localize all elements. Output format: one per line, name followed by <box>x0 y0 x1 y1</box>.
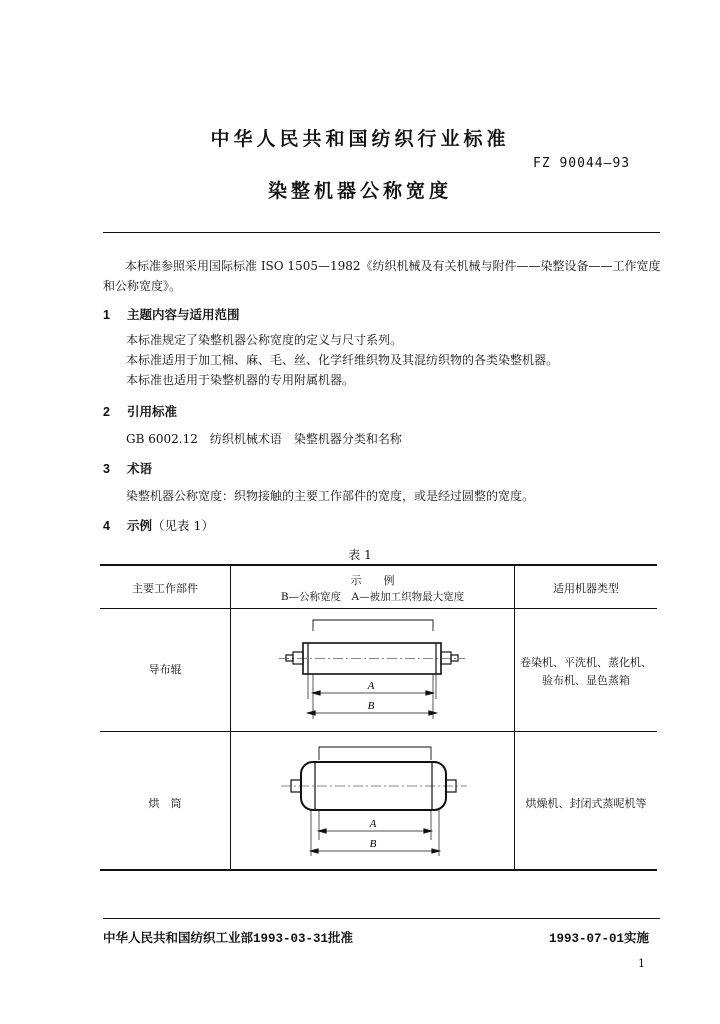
implementation-label: 实施 <box>624 930 650 945</box>
section-number: 4 <box>103 519 110 533</box>
section-title: 引用标准 <box>127 404 178 419</box>
issuer: 中华人民共和国纺织工业部 <box>103 930 254 945</box>
intro-paragraph: 本标准参照采用国际标准 ISO 1505—1982《纺织机械及有关机械与附件——染整设备——工作宽度和公称宽度》。 <box>103 259 661 293</box>
row-1-part: 导布辊 <box>148 663 182 676</box>
section-2-para-1: GB 6002.12 纺织机械术语 染整机器分类和名称 <box>126 432 402 446</box>
table-top-rule <box>100 564 657 566</box>
approval-label: 批准 <box>328 930 354 945</box>
document-title: 染整机器公称宽度 <box>267 180 452 202</box>
guide-roller-diagram <box>231 609 514 731</box>
row-1-label-a: A <box>367 680 375 692</box>
row-2-label-a: A <box>369 818 377 830</box>
table-bottom-rule <box>100 869 657 871</box>
section-1-para-1: 本标准规定了染整机器公称宽度的定义与尺寸系列。 <box>126 333 403 347</box>
page-number: 1 <box>638 957 645 970</box>
section-title: 术语 <box>127 461 153 476</box>
section-2-heading <box>103 402 177 420</box>
implementation-date: 1993-07-01 <box>549 932 625 946</box>
row-1-types-line-2: 验布机、显色蒸箱 <box>542 674 630 687</box>
footer-approval <box>103 928 353 946</box>
drying-cylinder-diagram <box>231 732 514 869</box>
section-1-para-3: 本标准也适用于染整机器的专用附属机器。 <box>126 373 355 387</box>
section-3-para-1: 染整机器公称宽度：织物接触的主要工作部件的宽度，或是经过圆整的宽度。 <box>126 489 535 503</box>
approval-date: 1993-03-31 <box>253 932 329 946</box>
org-title: 中华人民共和国纺织行业标准 <box>210 128 510 150</box>
table-col-divider-2 <box>514 564 515 870</box>
standard-code: FZ 90044—93 <box>533 156 631 171</box>
header-main-part: 主要工作部件 <box>132 582 198 595</box>
header-example-legend: B—公称宽度 A—被加工织物最大宽度 <box>280 591 465 603</box>
section-number: 1 <box>103 308 110 322</box>
header-example: 示 例 <box>350 574 395 587</box>
row-1-types-line-1: 卷染机、平洗机、蒸化机、 <box>520 656 652 669</box>
section-title: 主题内容与适用范围 <box>127 307 240 322</box>
row-2-part: 烘 筒 <box>148 797 182 810</box>
section-title-suffix: （见表 1） <box>152 518 214 533</box>
row-2-label-b: B <box>369 838 377 850</box>
section-4-heading <box>103 516 214 534</box>
footer-implementation <box>549 928 649 946</box>
section-1-heading <box>103 305 240 323</box>
header-machine-type: 适用机器类型 <box>553 582 619 595</box>
row-1-label-b: B <box>367 700 375 712</box>
header-divider <box>103 232 660 233</box>
section-number: 2 <box>103 405 110 419</box>
section-number: 3 <box>103 462 110 476</box>
row-2-types-line-1: 烘燥机、封闭式蒸呢机等 <box>525 797 647 810</box>
section-title: 示例 <box>127 518 153 533</box>
section-3-heading <box>103 459 152 477</box>
table-caption: 表 1 <box>348 548 372 562</box>
footer-divider <box>103 918 660 919</box>
section-1-para-2: 本标准适用于加工棉、麻、毛、丝、化学纤维织物及其混纺织物的各类染整机器。 <box>126 353 559 367</box>
